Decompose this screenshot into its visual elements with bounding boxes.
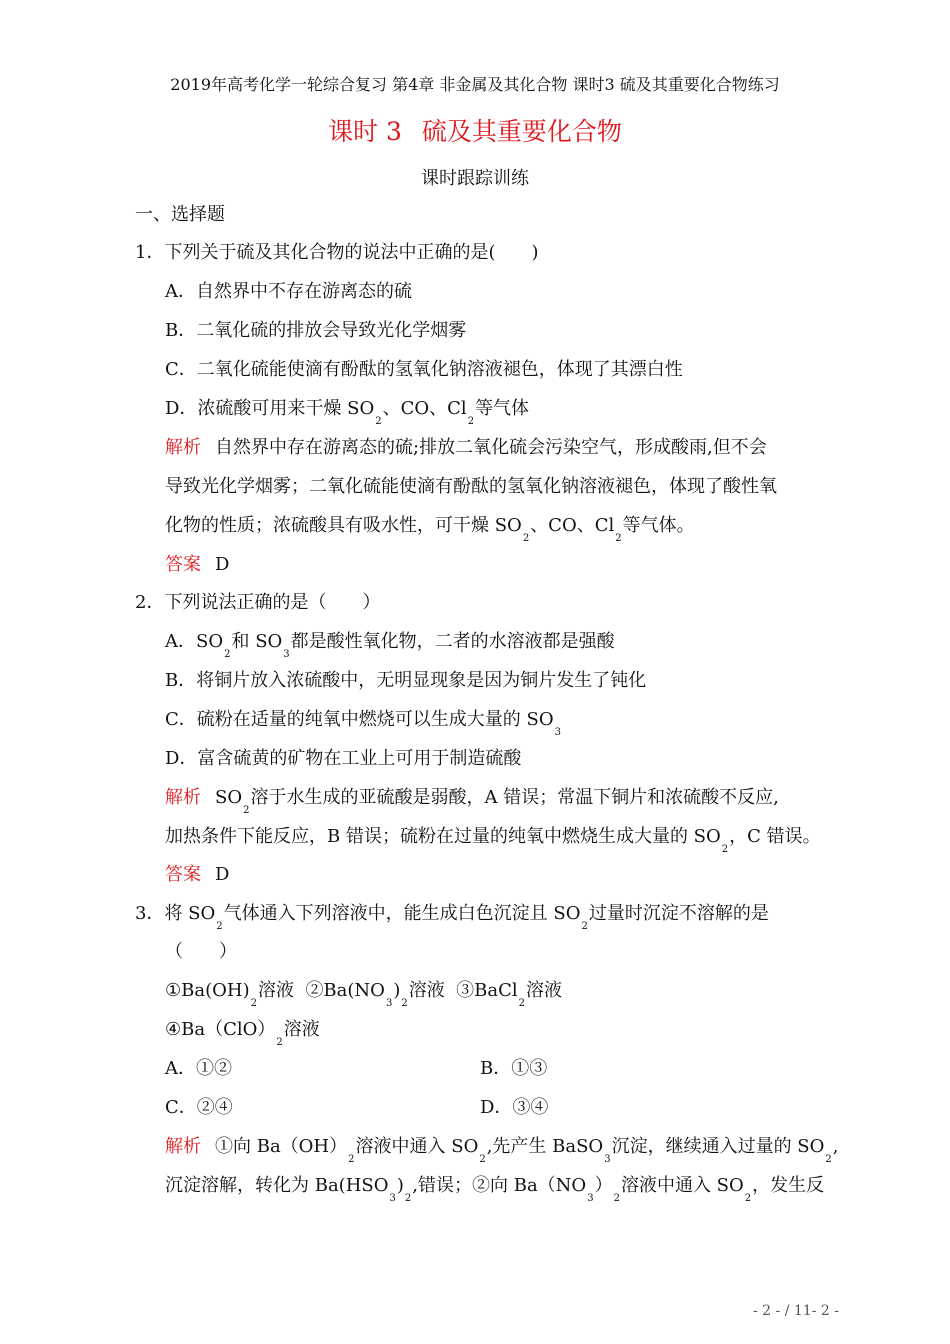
section-subtitle: 课时跟踪训练 <box>421 168 529 189</box>
q3-option-a: A．①② <box>165 1058 232 1079</box>
q2-explanation: 解析 $SO_2$溶于水生成的亚硫酸是弱酸，A 错误；常温下铜片和浓硫酸不反应, <box>165 787 779 816</box>
q3-option-b: B．①③ <box>480 1058 548 1079</box>
q2-answer: 答案 D <box>165 864 230 885</box>
answer-label: 答案 <box>165 864 201 885</box>
q1-explanation-line2: 导致光化学烟雾；二氧化硫能使滴有酚酞的氢氧化钠溶液褪色，体现了酸性氧 <box>165 476 777 497</box>
q1-explanation-line3: 化物的性质；浓硫酸具有吸水性，可干燥 $SO_2$、CO、$Cl_2$等气体。 <box>165 515 695 544</box>
q3-solutions-row2: $④Ba(ClO)_2$溶液 <box>165 1019 320 1048</box>
q3-option-d: D．③④ <box>480 1097 549 1118</box>
q1-option-d: D．浓硫酸可用来干燥 $SO_2$、CO、$Cl_2$等气体 <box>165 398 530 427</box>
lesson-topic: 硫及其重要化合物 <box>421 117 622 146</box>
q1-explanation: 解析 自然界中存在游离态的硫;排放二氧化硫会污染空气，形成酸雨,但不会 <box>165 437 767 458</box>
q1-stem: 1．下列关于硫及其化合物的说法中正确的是( ) <box>135 242 539 263</box>
explanation-label: 解析 <box>165 437 201 458</box>
page-number-footer: - 2 - / 11- 2 - <box>753 1303 839 1319</box>
q3-explanation-line2: 沉淀溶解，转化为 $Ba(HSO_3)_2$,错误；②向 $Ba(NO_3)_2$溶液中通入 $SO_2$，发生反 <box>165 1175 825 1204</box>
q3-option-c: C．②④ <box>165 1097 233 1118</box>
q3-explanation: 解析 ①向 $Ba(OH)_2$溶液中通入 $SO_2$,先产生 BaSO$_3$沉淀，继续通入过量的 $SO_2$, <box>165 1136 839 1165</box>
q1-option-c: C．二氧化硫能使滴有酚酞的氢氧化钠溶液褪色，体现了其漂白性 <box>165 359 683 380</box>
lesson-number: 课时 3 <box>328 117 402 146</box>
q3-answer-paren: （ ） <box>165 941 237 962</box>
explanation-label: 解析 <box>165 787 201 808</box>
q3-solutions-row1: $①Ba(OH)_2$溶液 $②Ba(NO_3)_2$溶液 ③BaCl$_2$溶液 <box>165 980 563 1009</box>
explanation-label: 解析 <box>165 1136 201 1157</box>
q2-option-b: B．将铜片放入浓硫酸中，无明显现象是因为铜片发生了钝化 <box>165 670 647 691</box>
lesson-title <box>0 112 950 148</box>
section-heading: 一、选择题 <box>135 204 225 225</box>
q2-option-c: C．硫粉在适量的纯氧中燃烧可以生成大量的 $SO_3$ <box>165 709 561 738</box>
q2-stem: 2．下列说法正确的是（ ） <box>135 592 381 613</box>
q2-option-d: D．富含硫黄的矿物在工业上可用于制造硫酸 <box>165 748 522 769</box>
q1-option-a: A．自然界中不存在游离态的硫 <box>165 281 412 302</box>
q2-explanation-line2: 加热条件下能反应，B 错误；硫粉在过量的纯氧中燃烧生成大量的 $SO_2$，C 错误。 <box>165 826 821 855</box>
q2-option-a: A．$SO_2$和 $SO_3$都是酸性氧化物，二者的水溶液都是强酸 <box>165 631 615 660</box>
q3-stem: 3．将 $SO_2$气体通入下列溶液中，能生成白色沉淀且 $SO_2$过量时沉淀不溶解的是 <box>135 903 769 932</box>
answer-label: 答案 <box>165 554 201 575</box>
q1-answer: 答案 D <box>165 554 230 575</box>
q1-option-b: B．二氧化硫的排放会导致光化学烟雾 <box>165 320 467 341</box>
page-header: 2019年高考化学一轮综合复习 第4章 非金属及其化合物 课时3 硫及其重要化合物练习 <box>170 75 780 94</box>
